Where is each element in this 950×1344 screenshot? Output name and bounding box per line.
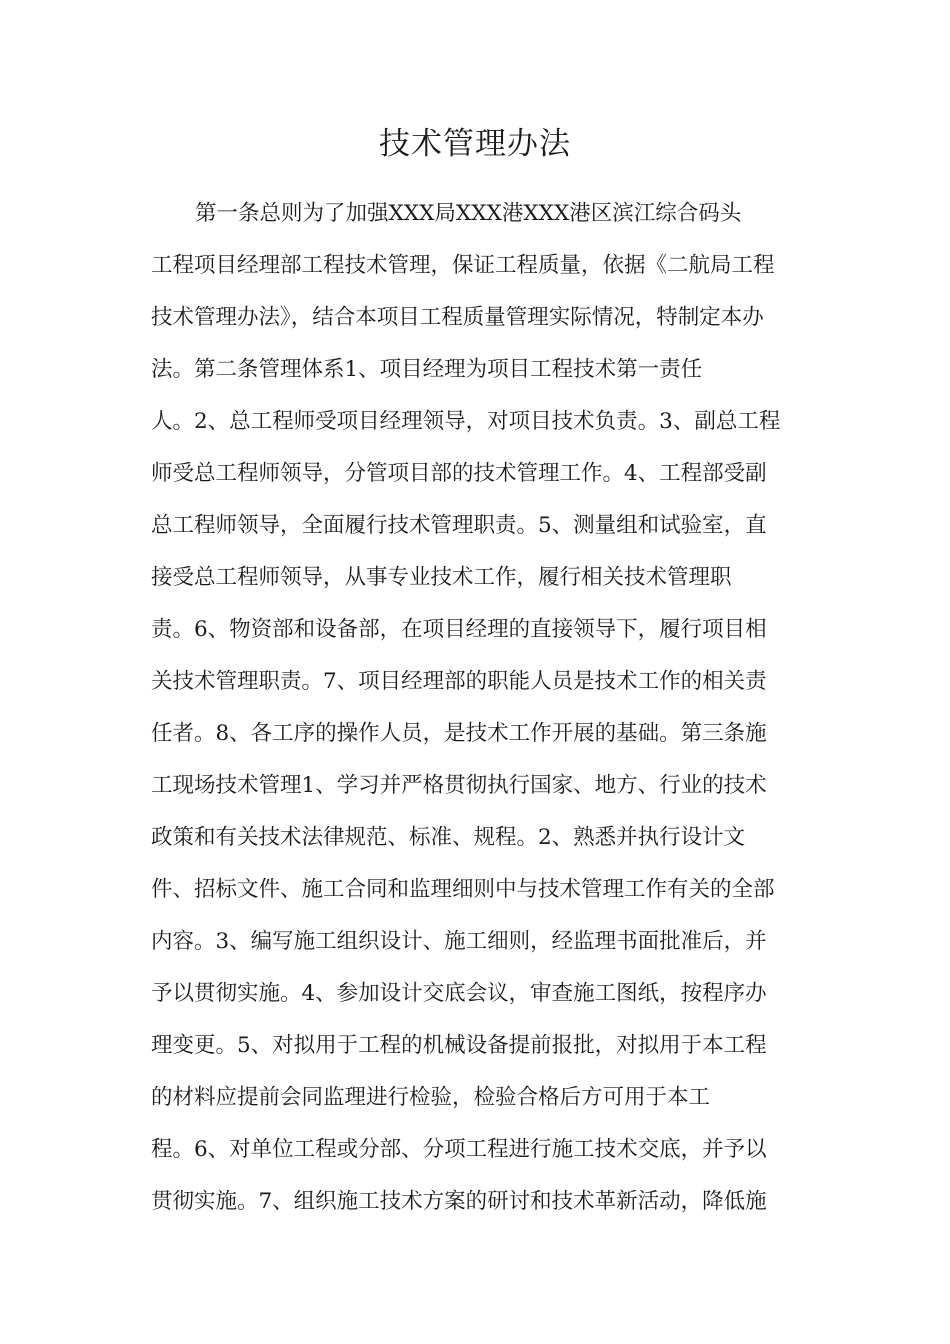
body-line: 政策和有关技术法律规范、标准、规程。2、熟悉并执行设计文 bbox=[151, 825, 746, 850]
body-line: 师受总工程师领导，分管项目部的技术管理工作。4、工程部受副 bbox=[151, 461, 767, 486]
body-line: 工现场技术管理1、学习并严格贯彻执行国家、地方、行业的技术 bbox=[151, 773, 767, 798]
body-line: 人。2、总工程师受项目经理领导，对项目技术负责。3、副总工程 bbox=[151, 409, 781, 434]
body-line: 关技术管理职责。7、项目经理部的职能人员是技术工作的相关责 bbox=[151, 669, 767, 694]
document-title: 技术管理办法 bbox=[379, 126, 571, 162]
body-line: 予以贯彻实施。4、参加设计交底会议，审查施工图纸，按程序办 bbox=[151, 981, 767, 1006]
body-line: 责。6、物资部和设备部，在项目经理的直接领导下，履行项目相 bbox=[151, 617, 767, 642]
body-line: 法。第二条管理体系1、项目经理为项目工程技术第一责任 bbox=[151, 357, 703, 382]
body-line: 任者。8、各工序的操作人员，是技术工作开展的基础。第三条施 bbox=[151, 721, 767, 746]
body-line: 理变更。5、对拟用于工程的机械设备提前报批，对拟用于本工程 bbox=[151, 1033, 767, 1058]
body-line: 内容。3、编写施工组织设计、施工细则，经监理书面批准后，并 bbox=[151, 929, 767, 954]
body-line: 的材料应提前会同监理进行检验，检验合格后方可用于本工 bbox=[151, 1085, 711, 1110]
body-line: 接受总工程师领导，从事专业技术工作，履行相关技术管理职 bbox=[151, 565, 732, 590]
body-line: 贯彻实施。7、组织施工技术方案的研讨和技术革新活动，降低施 bbox=[151, 1189, 767, 1214]
body-line: 技术管理办法》，结合本项目工程质量管理实际情况，特制定本办 bbox=[151, 305, 764, 330]
body-line: 第一条总则为了加强XXX局XXX港XXX港区滨江综合码头 bbox=[195, 201, 742, 226]
body-line: 总工程师领导，全面履行技术管理职责。5、测量组和试验室，直 bbox=[151, 513, 767, 538]
body-line: 工程项目经理部工程技术管理，保证工程质量，依据《二航局工程 bbox=[151, 253, 775, 278]
body-line: 程。6、对单位工程或分部、分项工程进行施工技术交底，并予以 bbox=[151, 1137, 767, 1162]
body-line: 件、招标文件、施工合同和监理细则中与技术管理工作有关的全部 bbox=[151, 877, 775, 902]
document-body bbox=[151, 192, 811, 1232]
